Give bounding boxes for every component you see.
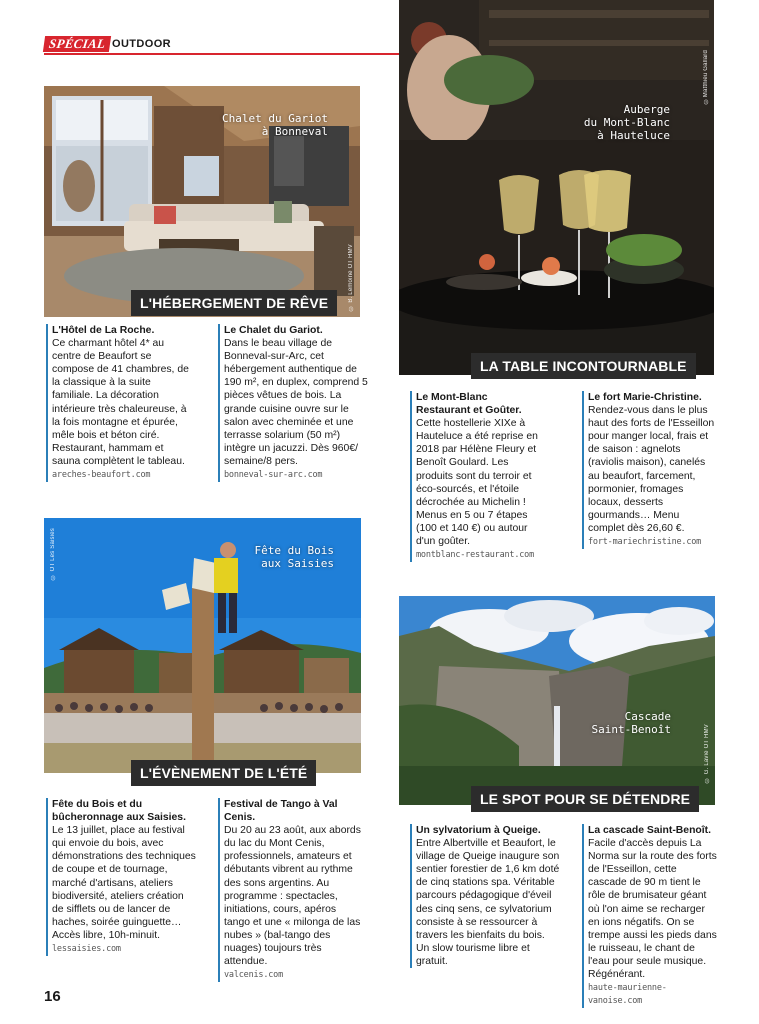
auberge-caption <box>584 103 670 142</box>
banner-evenement: L'ÉVÈNEMENT DE L'ÉTÉ <box>131 760 316 786</box>
block-title: Le Mont-Blanc Restaurant et Goûter. <box>416 392 522 417</box>
block-body: Entre Albertville et Beaufort, le village de Queige inaugure son sentier forestier de 1,6 km doté de cinq stations spa. Véritable parcours pédagogique d'éveil des cinq sens, ce sylvatorium consiste à se ressourcer à travers les bienfaits du bois. Un slow tourisme libre et gratuit. <box>416 838 560 967</box>
block-fete-du-bois <box>46 798 196 956</box>
fete-caption-line-2: aux Saisies <box>261 557 334 570</box>
chalet-caption <box>222 112 328 138</box>
block-url[interactable]: fort-mariechristine.com <box>588 537 702 548</box>
block-body: Le 13 juillet, place au festival qui envoie du bois, avec démonstrations des techniques de coupe et de tournage, marché d'artisans, ateliers biodiversité, ateliers création de sifflets ou de lancer de haches, soirée guinguette… Accès libre, 10h-minuit. <box>52 825 196 941</box>
cascade-photo-credit: © G. Lavie OT HMV <box>704 724 710 783</box>
auberge-caption-line-2: du Mont-Blanc <box>583 116 670 129</box>
banner-hebergement: L'HÉBERGEMENT DE RÊVE <box>131 290 337 316</box>
block-url[interactable]: bonneval-sur-arc.com <box>224 470 323 481</box>
header-rule <box>44 53 400 55</box>
block-url[interactable]: valcenis.com <box>224 970 284 981</box>
block-title: Le Chalet du Gariot. <box>224 325 323 336</box>
block-mont-blanc <box>410 391 542 562</box>
section-label: OUTDOOR <box>112 38 172 50</box>
chalet-caption-line-2: à Bonneval <box>261 125 328 138</box>
block-body: Facile d'accès depuis La Norma sur la route des forts de l'Esseillon, cette cascade de 90 m tient le rôle de brumisateur géant où l'on aime se recharger en ions négatifs. On se trempe aussi les pieds dans le ruisseau, le chant de l'eau pour seule musique. Régénérant. <box>588 838 717 981</box>
auberge-caption-line-3: à Hauteluce <box>597 129 670 142</box>
cascade-photo <box>399 596 715 805</box>
fete-photo <box>44 518 361 773</box>
chalet-caption-line-1: Chalet du Gariot <box>222 112 328 125</box>
block-body: Dans le beau village de Bonneval-sur-Arc, cet hébergement authentique de 190 m², en duplex, comprend 5 pièces vêtues de bois. La grande cuisine ouvre sur le salon avec cheminée et une terrasse solarium (50 m²) intègre un jacuzzi. Dès 960€/ semaine/8 pers. <box>224 338 368 467</box>
block-url[interactable]: haute-maurienne-vanoise.com <box>588 983 667 1007</box>
block-body: Cette hostellerie XIXe à Hauteluce a été reprise en 2018 par Hélène Fleury et Benoît Goulard. Les produits sont du terroir et éco-sourcés, et l'étoile décrochée au Michelin ! Menus en 5 ou 7 étapes (100 et 140 €) ou autour d'un goûter. <box>416 418 538 548</box>
cascade-caption <box>592 710 671 736</box>
block-title: Un sylvatorium à Queige. <box>416 825 541 836</box>
cascade-caption-line-2: Saint-Benoît <box>591 723 671 736</box>
auberge-photo-credit: ©Matthieu Gallard <box>703 50 709 104</box>
block-body: Du 20 au 23 août, aux abords du lac du Mont Cenis, professionnels, amateurs et débutants vibrent au rythme des sons argentins. Au programme : spectacles, initiations, cours, apéros tango et une « milonga de las nubes » (bal-tango des nuages) toujours très attendue. <box>224 825 361 968</box>
block-url[interactable]: montblanc-restaurant.com <box>416 550 535 561</box>
chalet-photo-credit: © B. Lemoine OT HMV <box>348 244 354 311</box>
chalet-photo <box>44 86 360 317</box>
fete-caption <box>255 544 334 570</box>
block-body: Rendez-vous dans le plus haut des forts de l'Esseillon pour manger local, frais et de saison : agnelots (raviolis maison), canelés au beaufort, farcement, pormonier, fromages locaux, desserts gourmands… Menu complet dès 26,60 €. <box>588 405 715 534</box>
block-url[interactable]: areches-beaufort.com <box>52 470 151 481</box>
banner-table: LA TABLE INCONTOURNABLE <box>471 353 696 379</box>
block-url[interactable]: lessaisies.com <box>52 944 121 955</box>
banner-spot: LE SPOT POUR SE DÉTENDRE <box>471 786 699 812</box>
block-chalet-gariot <box>218 324 368 482</box>
block-title: Festival de Tango à Val Cenis. <box>224 799 338 824</box>
block-title: Le fort Marie-Christine. <box>588 392 702 403</box>
page-number: 16 <box>44 988 61 1005</box>
auberge-photo <box>399 0 714 375</box>
magazine-badge: SPÉCIAL <box>43 36 112 52</box>
block-hotel-roche <box>46 324 192 482</box>
block-title: Fête du Bois et du bûcheronnage aux Saisies. <box>52 799 186 824</box>
auberge-caption-line-1: Auberge <box>623 103 670 116</box>
block-fort-marie-christine <box>582 391 717 549</box>
block-title: L'Hôtel de La Roche. <box>52 325 155 336</box>
auberge-illustration <box>399 0 714 375</box>
block-cascade-saint-benoit <box>582 824 717 1008</box>
block-title: La cascade Saint-Benoît. <box>588 825 711 836</box>
cascade-illustration <box>399 596 715 805</box>
block-body: Ce charmant hôtel 4* au centre de Beaufort se compose de 41 chambres, de la classique à la suite familiale. La décoration intérieure très chaleureuse, à la fois montagne et épurée, mêle bois et béton ciré. Restaurant, hammam et sauna complètent le tableau. <box>52 338 189 467</box>
fete-caption-line-1: Fête du Bois <box>254 544 334 557</box>
fete-photo-credit: © OT Les Saisies <box>50 528 56 580</box>
cascade-caption-line-1: Cascade <box>624 710 671 723</box>
block-festival-tango <box>218 798 363 982</box>
block-sylvatorium <box>410 824 560 968</box>
